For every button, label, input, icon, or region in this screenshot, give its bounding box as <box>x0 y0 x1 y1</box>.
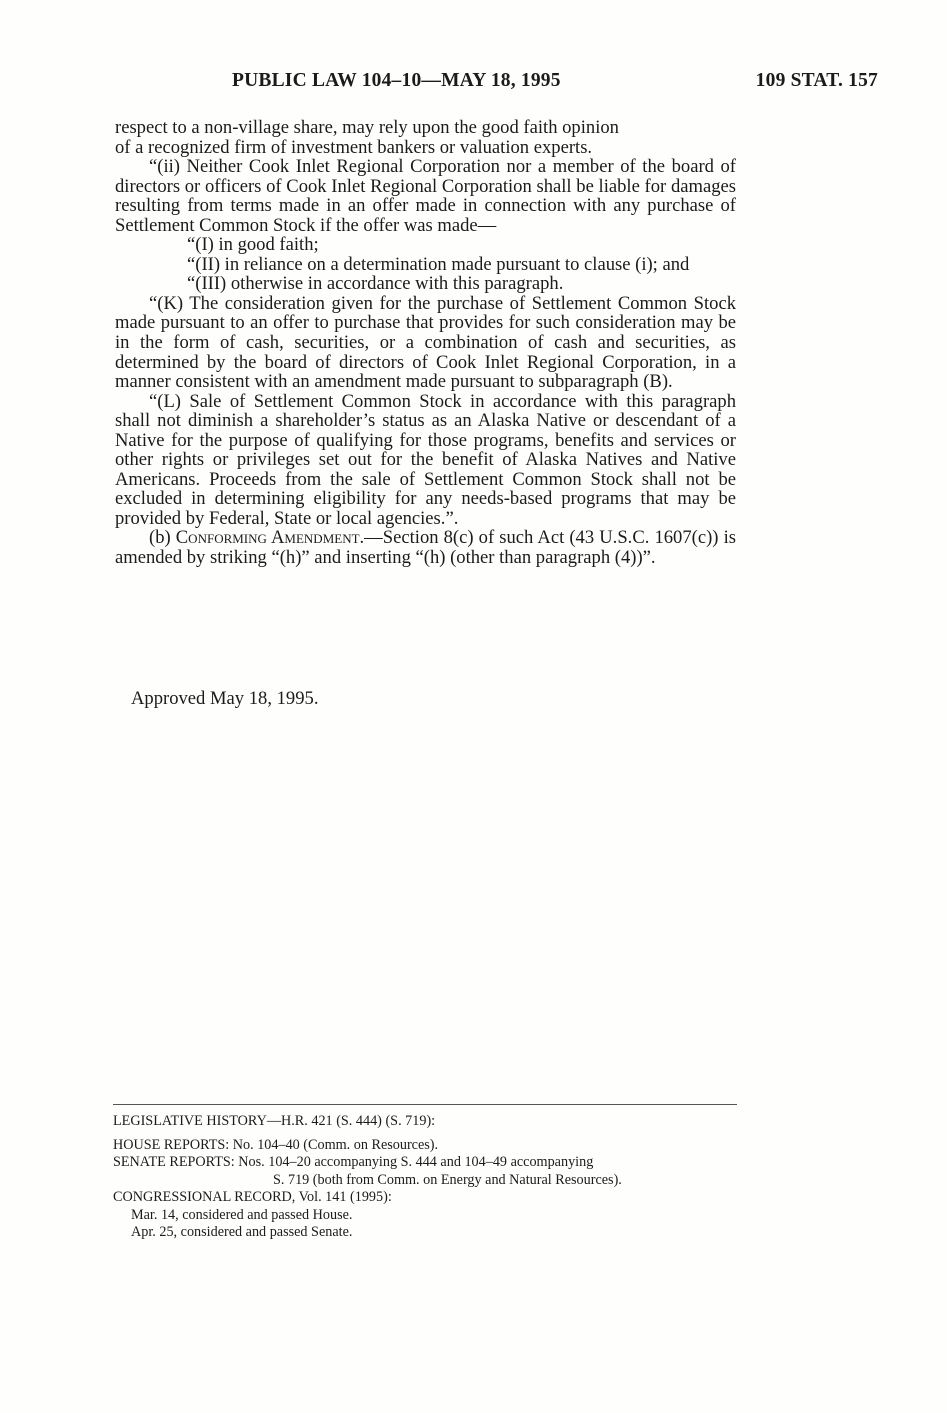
paragraph-continuation-line1: respect to a non-village share, may rely upon the good faith opinion <box>115 117 619 138</box>
history-title: LEGISLATIVE HISTORY—H.R. 421 (S. 444) (S. 719): <box>113 1113 436 1129</box>
paragraph-K: “(K) The consideration given for the purchase of Settlement Common Stock made pursuant to an offer to purchase that provides for such consideration may be in the form of cash, securities, or a combination of cash and securities, as determined by the board of directors of Cook Inlet Regional Corporation, in a manner consistent with an amendment made pursuant to subparagraph (B). <box>115 292 736 393</box>
subsection-b-heading: Conforming Amendment. <box>175 527 365 549</box>
paragraph-continuation-line2: of a recognized firm of investment bankers or valuation experts. <box>115 136 593 158</box>
footnote-divider <box>113 1104 737 1105</box>
paragraph-I: “(I) in good faith; <box>187 234 319 256</box>
paragraph-L: “(L) Sale of Settlement Common Stock in accordance with this paragraph shall not diminish a shareholder’s status as an Alaska Native or descendant of a Native for the purpose of qualifying for those programs, benefits and services or other rights or privileges set out for the benefit of Alaska Natives and Native Americans. Proceeds from the sale of Settlement Common Stock shall not be excluded in determining eligibility for any needs-based programs that may be provided by Federal, State or local agencies.”. <box>115 390 736 529</box>
subsection-b-text: —Section 8(c) of such Act (43 U.S.C. 1607(c)) is amended by striking “(h)” and inserting “(h) (other than paragraph (4))”. <box>115 527 736 569</box>
house-reports: HOUSE REPORTS: No. 104–40 (Comm. on Resources). <box>113 1136 439 1153</box>
subsection-b-prefix: (b) <box>149 527 176 549</box>
legislative-history <box>113 1113 737 1242</box>
senate-reports-line2: S. 719 (both from Comm. on Energy and Natural Resources). <box>273 1171 622 1188</box>
congressional-record: CONGRESSIONAL RECORD, Vol. 141 (1995): <box>113 1189 392 1205</box>
header-page-number: 109 STAT. 157 <box>755 70 878 91</box>
paragraph-continuation <box>115 118 736 157</box>
page-header <box>0 70 947 98</box>
header-title: PUBLIC LAW 104–10—MAY 18, 1995 <box>232 70 561 91</box>
approval-date: Approved May 18, 1995. <box>131 688 319 709</box>
paragraph-III: “(III) otherwise in accordance with this paragraph. <box>187 273 564 295</box>
senate-reports-line1: SENATE REPORTS: Nos. 104–20 accompanying S. 444 and 104–49 accompanying <box>113 1154 594 1170</box>
record-entry-senate: Apr. 25, considered and passed Senate. <box>131 1224 353 1240</box>
record-entry-house: Mar. 14, considered and passed House. <box>131 1206 353 1223</box>
paragraph-ii: “(ii) Neither Cook Inlet Regional Corporation nor a member of the board of directors or officers of Cook Inlet Regional Corporation shall be liable for damages resulting from terms made in an offer made in connection with any purchase of Settlement Common Stock if the offer was made— <box>115 156 736 236</box>
statute-body <box>115 118 736 568</box>
subsection-b <box>115 528 736 567</box>
paragraph-II: “(II) in reliance on a determination made pursuant to clause (i); and <box>187 253 690 275</box>
